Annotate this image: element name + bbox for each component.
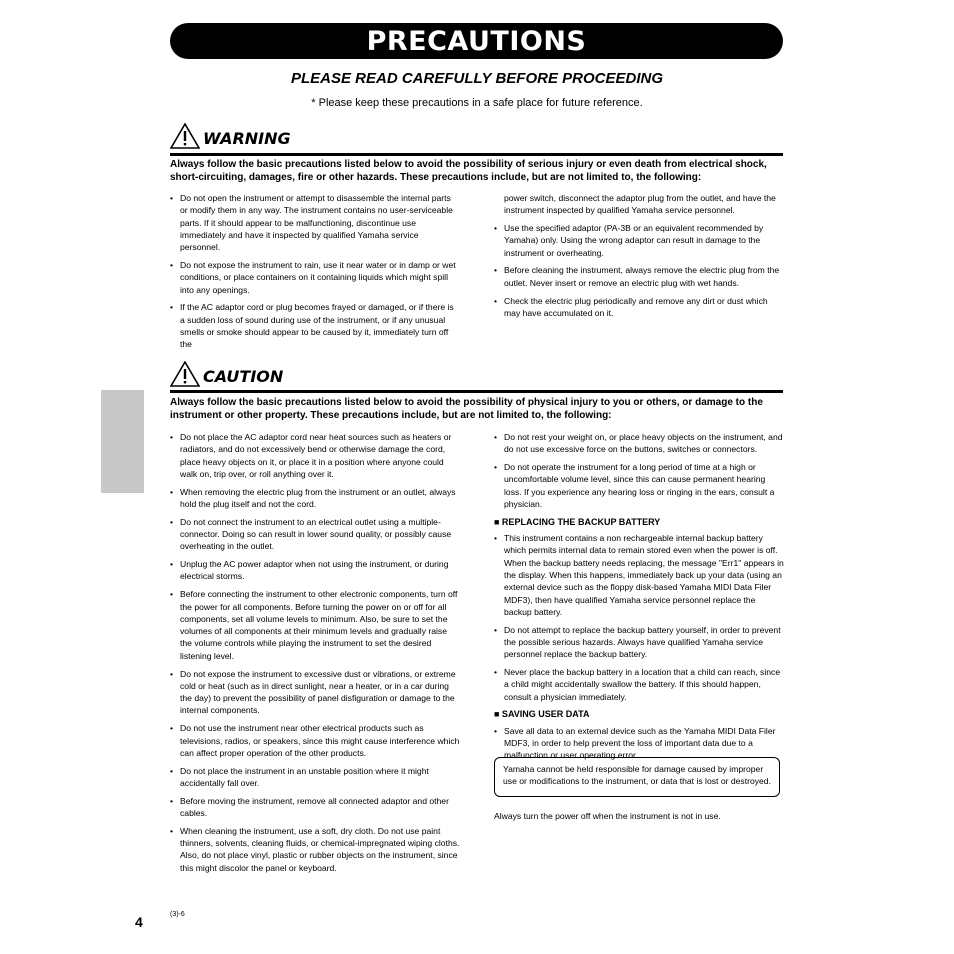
- warning-intro: Always follow the basic precautions listed below to avoid the possibility of serious injury or even death from electrical shock, short-circuiting, damages, fire or other hazards. These precautions include, but are not limited to, the following:: [170, 159, 767, 183]
- warning-rule: [170, 153, 783, 156]
- list-item: • Before cleaning the instrument, always remove the electric plug from the outlet. Never insert or remove an electric plug with wet hands.: [494, 264, 784, 289]
- list-item: • Do not expose the instrument to excessive dust or vibrations, or extreme cold or heat (such as in direct sunlight, near a heater, or in a car during the day) to prevent the possibility of panel disfiguration or damage to the internal components.: [170, 668, 460, 717]
- list-item: • Do not attempt to replace the backup battery yourself, in order to prevent the possible serious hazards. Always have qualified Yamaha service personnel replace the backup battery.: [494, 624, 784, 661]
- list-item: • Before moving the instrument, remove all connected adaptor and other cables.: [170, 795, 460, 820]
- caution-left-column: [170, 431, 460, 880]
- list-item: • This instrument contains a non rechargeable internal backup battery which permits internal data to remain stored even when the power is off. When the backup battery needs replacing, the message "Err1" appears in the display. When this happens, immediately back up your data (using an external device such as the floppy disk-based Yamaha MIDI Data Filer MDF3), then have qualified Yamaha service personnel replace the backup battery.: [494, 532, 784, 618]
- warning-heading: [170, 123, 291, 149]
- document-code: (3)-6: [170, 911, 185, 918]
- list-item: • Do not expose the instrument to rain, use it near water or in damp or wet conditions, or place containers on it containing liquids which might spill into any openings.: [170, 259, 460, 296]
- list-item: • Unplug the AC power adaptor when not using the instrument, or during electrical storms.: [170, 558, 460, 583]
- caution-heading: [170, 361, 283, 387]
- list-item: • When cleaning the instrument, use a soft, dry cloth. Do not use paint thinners, solvents, cleaning fluids, or chemical-impregnated wiping cloths. Also, do not place vinyl, plastic or rubber objects on the instrument, since this might discolor the panel or keyboard.: [170, 825, 460, 874]
- caution-title: CAUTION: [203, 367, 284, 386]
- side-tab: [101, 390, 144, 493]
- list-item: • Before connecting the instrument to other electronic components, turn off the power for all components. Before turning the power on or off for all components, set all volume levels to minimum. Also, be sure to set the volumes of all components at their minimum levels and gradually raise the volume controls while playing the instrument to set the desired listening level.: [170, 588, 460, 662]
- page-number: 4: [135, 914, 143, 930]
- warning-title: WARNING: [203, 129, 291, 148]
- list-item: • Do not operate the instrument for a long period of time at a high or uncomfortable volume level, since this can cause permanent hearing loss. If you experience any hearing loss or ringing in the ears, consult a physician.: [494, 461, 784, 510]
- list-item: • Do not connect the instrument to an electrical outlet using a multiple-connector. Doing so can result in lower sound quality, or possibly cause overheating in the outlet.: [170, 516, 460, 553]
- list-item: • Do not use the instrument near other electrical products such as televisions, radios, or speakers, since this might cause interference which can affect proper operation of the other products.: [170, 722, 460, 759]
- caution-right-column: [494, 431, 784, 767]
- battery-subheading: ■ REPLACING THE BACKUP BATTERY: [494, 516, 661, 527]
- title-banner: [170, 23, 783, 59]
- list-item-continued: power switch, disconnect the adaptor plug from the outlet, and have the instrument inspected by qualified Yamaha service personnel.: [504, 193, 776, 216]
- list-item: • Do not rest your weight on, or place heavy objects on the instrument, and do not use excessive force on the buttons, switches or connectors.: [494, 431, 784, 456]
- list-item: • Use the specified adaptor (PA-3B or an equivalent recommended by Yamaha) only. Using the wrong adaptor can result in damage to the instrument or overheating.: [494, 222, 784, 259]
- list-item: • If the AC adaptor cord or plug becomes frayed or damaged, or if there is a sudden loss of sound during use of the instrument, or if any unusual smells or smoke should appear to be caused by it, immediately turn off the: [170, 301, 460, 350]
- list-item: • When removing the electric plug from the instrument or an outlet, always hold the plug itself and not the cord.: [170, 486, 460, 511]
- list-item: • Check the electric plug periodically and remove any dirt or dust which may have accumulated on it.: [494, 295, 784, 320]
- list-item: • Do not open the instrument or attempt to disassemble the internal parts or modify them in any way. The instrument contains no user-serviceable parts. If it should appear to be malfunctioning, discontinue use immediately and have it inspected by qualified Yamaha service personnel.: [170, 192, 460, 253]
- list-item: • Save all data to an external device such as the Yamaha MIDI Data Filer MDF3, in order to help prevent the loss of important data due to a malfunction or user operating error.: [494, 725, 784, 762]
- power-off-note: Always turn the power off when the instrument is not in use.: [494, 811, 721, 821]
- list-item: • Never place the backup battery in a location that a child can reach, since a child might accidentally swallow the battery. If this should happen, consult a physician immediately.: [494, 666, 784, 703]
- disclaimer-box: Yamaha cannot be held responsible for damage caused by improper use or modifications to the instrument, or data that is lost or destroyed.: [494, 757, 780, 797]
- list-item: • Do not place the instrument in an unstable position where it might accidentally fall over.: [170, 765, 460, 790]
- page-title: PRECAUTIONS: [366, 25, 587, 57]
- list-item: • Do not place the AC adaptor cord near heat sources such as heaters or radiators, and do not excessively bend or otherwise damage the cord, place heavy objects on it, or place it in a position where anyone could walk on, trip over, or roll anything over it.: [170, 431, 460, 480]
- caution-triangle-icon: [170, 361, 200, 387]
- warning-triangle-icon: [170, 123, 200, 149]
- warning-left-column: [170, 192, 460, 356]
- caution-intro: Always follow the basic precautions listed below to avoid the possibility of physical injury to you or others, or damage to the instrument or other property. These precautions include, but are not limited to, the following:: [170, 397, 763, 421]
- subtitle: PLEASE READ CAREFULLY BEFORE PROCEEDING: [291, 70, 663, 87]
- keep-note: * Please keep these precautions in a safe place for future reference.: [311, 97, 643, 109]
- saving-subheading: ■ SAVING USER DATA: [494, 709, 590, 720]
- caution-rule: [170, 390, 783, 393]
- warning-right-column: [494, 192, 784, 325]
